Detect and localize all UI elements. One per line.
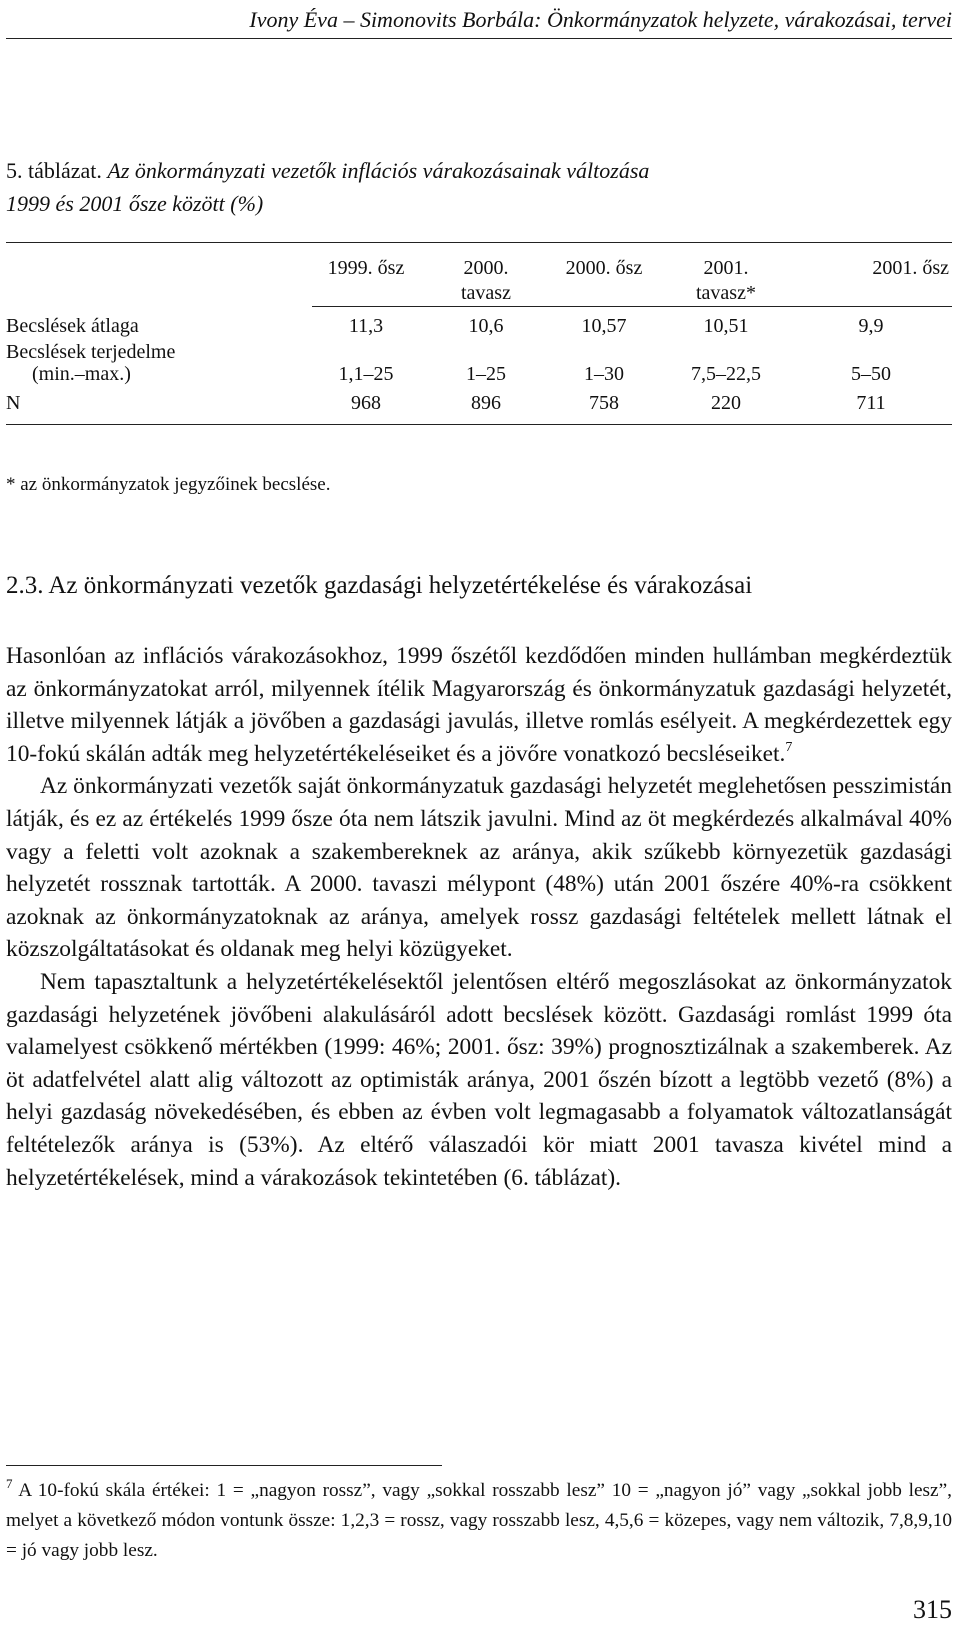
body-text (6, 640, 952, 1194)
row-label-estimate-range-sub: (min.–max.) (32, 363, 131, 385)
table-cell: 5–50 (851, 363, 891, 385)
row-label-estimate-range: Becslések terjedelme (6, 341, 176, 363)
running-header: Ivony Éva – Simonovits Borbála: Önkormányzatok helyzete, várakozásai, tervei (6, 2, 952, 39)
paragraph-1 (6, 640, 952, 770)
table-title-line-2: 1999 és 2001 ősze között (%) (6, 191, 264, 216)
footnote-text: A 10-fokú skála értékei: 1 = „nagyon rossz”, vagy „sokkal rosszabb lesz” 10 = „nagyon jó” vagy „sokkal jobb lesz”, melyet a következő módon vontunk össze: 1,2,3 = rossz, vagy rosszabb lesz, 4,5,6 = közepes, vagy nem változik, 7,8,9,10 = jó vagy jobb lesz. (6, 1480, 952, 1561)
table-header-rule (312, 306, 952, 307)
table-cell: 220 (711, 392, 741, 414)
table-cell: 1,1–25 (338, 363, 394, 385)
table-cell: 758 (589, 392, 619, 414)
column-header-2001-spring-sub: tavasz* (696, 282, 756, 304)
column-header-2000-fall: 2000. ősz (565, 257, 643, 279)
table-cell: 1–25 (466, 363, 506, 385)
column-header-2000-spring-sub: tavasz (461, 282, 511, 304)
column-header-1999-fall: 1999. ősz (327, 257, 405, 279)
paragraph-3: Nem tapasztaltunk a helyzetértékelésektől jelentősen eltérő megoszlásokat az önkormányzatok gazdasági helyzetének jövőbeni alakulásáról adott becslések között. Gazdasági romlást 1999 óta valamelyest csökkenő mértékben (1999: 46%; 2001. ősz: 39%) prognosztizálnak a szakemberek. Az öt adatfelvétel alatt alig változott az optimisták aránya, 2001 őszén bízott a legtöbb vezető (8%) a helyi gazdaság növekedésében, és ebben az évben volt legmagasabb a folyamatok változatlanságát feltételezők aránya is (53%). Az eltérő válaszadói kör miatt 2001 tavasza kivétel mind a helyzetértékelések, mind a várakozások tekintetében (6. táblázat). (6, 968, 952, 1191)
table-cell: 10,57 (581, 315, 627, 337)
column-header-2000-spring: 2000. (463, 257, 509, 279)
table-footnote: * az önkormányzatok jegyzőinek becslése. (6, 474, 331, 495)
table-cell: 9,9 (858, 315, 884, 337)
footnote-number: 7 (6, 1476, 13, 1491)
column-header-2001-spring: 2001. (703, 257, 749, 279)
table-top-rule (6, 242, 952, 243)
table-caption (6, 154, 952, 220)
page-number: 315 (913, 1595, 952, 1624)
row-label-estimate-mean: Becslések átlaga (6, 315, 139, 337)
table-cell: 7,5–22,5 (691, 363, 761, 385)
section-heading: 2.3. Az önkormányzati vezetők gazdasági helyzetértékelése és várakozásai (6, 572, 753, 599)
table-title-line-1: Az önkormányzati vezetők inflációs várakozásainak változása (107, 158, 650, 183)
table-cell: 968 (351, 392, 381, 414)
column-header-2001-fall: 2001. ősz (872, 257, 949, 279)
table-bottom-rule (6, 424, 952, 425)
table-cell: 711 (856, 392, 886, 414)
table-number: 5. táblázat. (6, 158, 102, 183)
table-cell: 10,6 (468, 315, 504, 337)
footnote-separator (6, 1465, 442, 1466)
table-cell: 896 (471, 392, 501, 414)
row-label-n: N (6, 392, 21, 414)
paragraph-1-text: Hasonlóan az inflációs várakozásokhoz, 1999 őszétől kezdődően minden hullámban megkérdeztük az önkormányzatokat arról, milyennek ítélik Magyarország és önkormányzatuk gazdasági helyzetét, illetve milyennek látják a jövőben a gazdasági javulás, illetve romlás esélyeit. A megkérdezettek egy 10-fokú skálán adták meg helyzetértékeléseiket és a jövőre vonatkozó becsléseiket. (6, 643, 952, 767)
table-cell: 11,3 (348, 315, 384, 337)
table-cell: 10,51 (703, 315, 749, 337)
footnote-reference[interactable]: 7 (785, 739, 793, 755)
paragraph-2: Az önkormányzati vezetők saját önkormányzatuk gazdasági helyzetét meglehetősen pesszimistán látják, és ez az értékelés 1999 ősze óta nem látszik javulni. Mind az öt megkérdezés alkalmával 40% vagy a feletti volt azoknak a szakembereknek az aránya, akik szűkebb környezetük gazdasági helyzetét rossznak tartották. A 2000. tavaszi mélypont (48%) után 2001 őszére 40%-ra csökkent azoknak az önkormányzatoknak az aránya, amelyek rossz gazdasági feltételek mellett látnak el közszolgáltatásokat és oldanak meg helyi közügyeket. (6, 773, 952, 963)
footnote (6, 1476, 952, 1566)
table-cell: 1–30 (584, 363, 624, 385)
